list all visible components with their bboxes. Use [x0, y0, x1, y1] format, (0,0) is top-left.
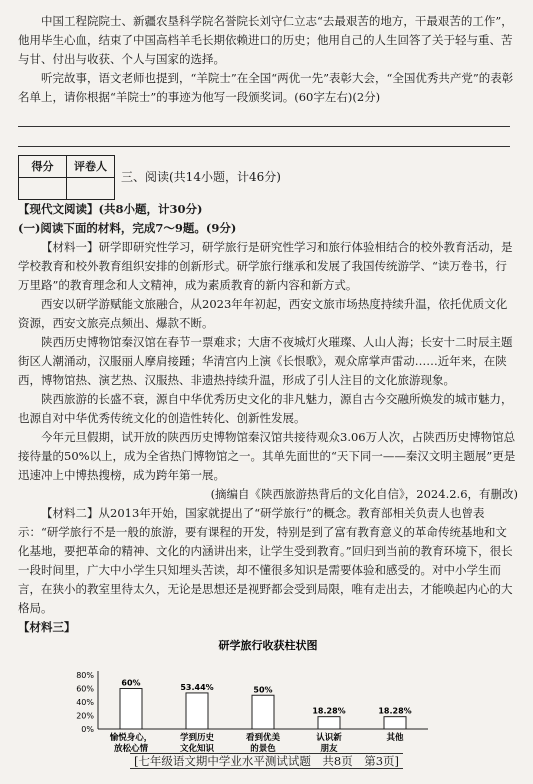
chart-title: 研学旅行收获柱状图	[218, 639, 318, 652]
grader-cell[interactable]	[67, 178, 115, 200]
material1-paragraph-4: 陕西旅游的长盛不衰，源自中华优秀历史文化的非凡魅力，源自古今交融所焕发的城市魅力，也源自对中华优秀传统文化的创造性转化、创新性发展。	[18, 392, 513, 425]
data-label: 53.44%	[180, 682, 214, 692]
grader-label: 评卷人	[67, 156, 115, 178]
data-label: 18.28%	[312, 706, 346, 716]
bar	[120, 689, 142, 730]
y-tick-label: 60%	[76, 684, 94, 694]
data-label: 50%	[253, 685, 273, 695]
category-label: 认识新	[316, 733, 342, 743]
bar	[252, 695, 274, 729]
material1-source: (摘编自《陕西旅游热背后的文化自信》，2024.2.6，有删改)	[210, 487, 518, 501]
material1-paragraph-5: 今年元旦假期，试开放的陕西历史博物馆秦汉馆共接待观众3.06万人次，占陕西历史博物馆总接待量的50%以上，成为全省热门博物馆之一。其单先面世的“天下同一——秦汉文明主题展”更是迅速冲上中博热搜榜，成为跨年第一展。	[18, 430, 516, 482]
score-cell[interactable]	[19, 178, 67, 200]
subsection-title: 【现代文阅读】(共8小题，计30分)	[18, 202, 203, 216]
bar	[186, 693, 208, 729]
intro-paragraph-1: 中国工程院院士、新疆农垦科学院名誉院长刘守仁立志“去最艰苦的地方，干最艰苦的工作”，他用毕生心血，结束了中国高档羊毛长期依赖进口的历史；他用自己的人生回答了关于轻与重、苦与甘、付出与收获、个人与国家的选择。	[18, 14, 513, 66]
bar	[384, 717, 406, 729]
question-instructions: (一)阅读下面的材料，完成7～9题。(9分)	[18, 221, 237, 235]
answer-line-1[interactable]	[18, 107, 510, 127]
answer-line-2[interactable]	[18, 127, 510, 147]
score-label: 得分	[19, 156, 67, 178]
material1-paragraph-2: 西安以研学游赋能文旅融合，从2023年年初起，西安文旅市场热度持续升温，依托优质文化资源，西安文旅亮点频出、爆款不断。	[18, 297, 508, 330]
material3-label: 【材料三】	[18, 620, 76, 634]
exam-page	[18, 12, 518, 765]
y-tick-label: 0%	[81, 725, 94, 734]
category-label: 文化知识	[179, 744, 215, 754]
category-label: 学到历史	[179, 733, 215, 743]
material3-block	[18, 618, 518, 765]
category-label: 朋友	[320, 744, 338, 754]
category-label: 其他	[386, 733, 404, 743]
category-label: 愉悦身心，	[109, 733, 153, 743]
bar	[318, 717, 340, 729]
footer-text: [七年级语文期中学业水平测试试题 共8页 第3页]	[130, 753, 403, 769]
category-label: 的景色	[250, 744, 276, 754]
data-label: 60%	[121, 678, 141, 688]
score-table	[18, 155, 115, 200]
bar-chart	[18, 637, 498, 765]
material1-paragraph-3: 陕西历史博物馆秦汉馆在春节一票难求；大唐不夜城灯火璀璨、人山人海；长安十二时辰主题街区人潮涌动，汉服丽人摩肩接踵；华清宫内上演《长恨歌》，观众席掌声雷动……近年来，在陕西，博物馆热、演艺热、汉服热、非遗热持续升温，形成了引人注目的文化旅游现象。	[18, 335, 513, 387]
y-tick-label: 20%	[76, 711, 94, 721]
section-title: 三、阅读(共14小题，计46分)	[121, 170, 281, 184]
score-row	[18, 155, 518, 200]
y-tick-label: 80%	[76, 671, 94, 680]
category-label: 看到优美	[245, 733, 281, 743]
intro-paragraph-2: 听完故事，语文老师也提到，“羊院士”在全国“两优一先”表彰大会，“全国优秀共产党”的表彰名单上，请你根据“羊院士”的事迹为他写一段颁奖词。(60字左右)(2分)	[18, 71, 514, 104]
material1-paragraph-1: 【材料一】研学即研究性学习，研学旅行是研究性学习和旅行体验相结合的校外教育活动，是学校教育和校外教育组织安排的创新形式。研学旅行继承和发展了我国传统游学、“读万卷书，行万里路”的教育理念和人文精神，成为素质教育的新内容和新方式。	[18, 240, 513, 292]
category-label: 放松心情	[113, 744, 149, 754]
page-footer	[0, 752, 533, 771]
material2-paragraph: 【材料二】从2013年开始，国家就提出了“研学旅行”的概念。教育部相关负责人也曾表示：“研学旅行不是一般的旅游，要有课程的开发，特别是到了富有教育意义的革命传统基地和文化基地，要把革命的精神、文化的内涵讲出来，让学生受到教育。”回归到当前的教育环境下，很长一段时间里，广大中小学生只知埋头苦读，却不懂很多知识是需要体验和感受的。对中小学生而言，在狭小的教室里待太久，无论是思想还是视野都会受到局限，唯有走出去，才能唤起内心的大格局。	[18, 506, 513, 615]
data-label: 18.28%	[378, 706, 412, 716]
y-tick-label: 40%	[76, 698, 94, 707]
